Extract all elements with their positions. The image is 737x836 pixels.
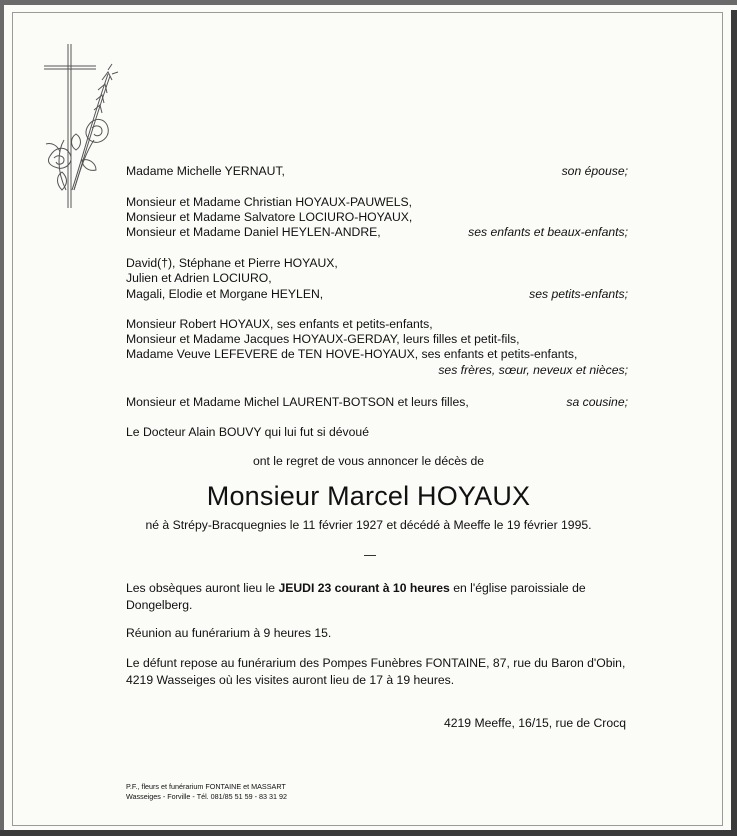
announcement-intro: ont le regret de vous annoncer le décès de — [252, 454, 485, 468]
children-row-2 — [126, 210, 628, 225]
wife-name: Madame Michelle YERNAUT, — [126, 164, 285, 178]
children-line: Monsieur et Madame Christian HOYAUX-PAUWELS, — [126, 195, 413, 209]
cousin-line: Monsieur et Madame Michel LAURENT-BOTSON et leurs filles, — [126, 395, 469, 409]
wife-role: son épouse; — [561, 164, 628, 178]
printer-line-2: Wasseiges - Forville - Tél. 081/85 51 59 - 83 31 92 — [126, 791, 288, 801]
siblings-line: Monsieur Robert HOYAUX, ses enfants et petits-enfants, — [126, 317, 433, 331]
funeral-paragraph — [126, 580, 630, 614]
grandchildren-line: Julien et Adrien LOCIURO, — [126, 271, 272, 285]
scan-edge-left — [0, 0, 4, 836]
wife-row — [126, 164, 628, 179]
scan-edge-bottom — [0, 830, 737, 836]
siblings-row-3 — [126, 347, 628, 362]
children-row-3 — [126, 225, 628, 240]
family-address: 4219 Meeffe, 16/15, rue de Crocq — [443, 716, 626, 730]
doctor-row — [126, 425, 628, 440]
printer-line-1: P.F., fleurs et funérarium FONTAINE et MASSART — [126, 782, 286, 791]
grandchildren-row-3 — [126, 287, 628, 302]
separator-dash — [364, 555, 376, 556]
grandchildren-line: Magali, Elodie et Morgane HEYLEN, — [126, 287, 324, 301]
deceased-name: Monsieur Marcel HOYAUX — [206, 481, 531, 511]
scan-edge-right — [731, 10, 737, 836]
repose-paragraph: Le défunt repose au funérarium des Pompes Funèbres FONTAINE, 87, rue du Baron d'Obin, 4219 Wasseiges où les visites auront lieu de 17 à 19 heures. — [126, 656, 626, 687]
siblings-row-2 — [126, 332, 628, 347]
birth-death-dates: né à Strépy-Bracquegnies le 11 février 1927 et décédé à Meeffe le 19 février 1995. — [145, 518, 592, 532]
funeral-text-pre: Les obsèques auront lieu le — [126, 581, 279, 595]
funeral-text-post: en l'église paroissiale de Dongelberg. — [126, 581, 586, 612]
doctor-line: Le Docteur Alain BOUVY qui lui fut si dévoué — [126, 425, 369, 439]
grandchildren-line: David(†), Stéphane et Pierre HOYAUX, — [126, 256, 338, 270]
cousin-role: sa cousine; — [566, 395, 628, 409]
children-row-1 — [126, 195, 628, 210]
children-line: Monsieur et Madame Salvatore LOCIURO-HOYAUX, — [126, 210, 413, 224]
siblings-line: Monsieur et Madame Jacques HOYAUX-GERDAY, leurs filles et petit-fils, — [126, 332, 520, 346]
siblings-row-1 — [126, 317, 628, 332]
scan-edge-top — [0, 0, 737, 5]
funeral-datetime: JEUDI 23 courant à 10 heures — [278, 581, 450, 595]
grandchildren-role: ses petits-enfants; — [529, 287, 628, 301]
children-role: ses enfants et beaux-enfants; — [468, 225, 628, 239]
siblings-line: Madame Veuve LEFEVERE de TEN HOVE-HOYAUX, ses enfants et petits-enfants, — [126, 347, 578, 361]
children-line: Monsieur et Madame Daniel HEYLEN-ANDRE, — [126, 225, 381, 239]
grandchildren-row-1 — [126, 256, 628, 271]
cross-with-rose-and-wheat-icon — [36, 40, 120, 210]
printer-credit — [126, 782, 287, 801]
siblings-role: ses frères, sœur, neveux et nièces; — [438, 363, 628, 377]
cousin-row — [126, 395, 628, 410]
reunion-paragraph: Réunion au funérarium à 9 heures 15. — [126, 626, 332, 640]
grandchildren-row-2 — [126, 271, 628, 286]
siblings-row-4 — [126, 363, 628, 378]
